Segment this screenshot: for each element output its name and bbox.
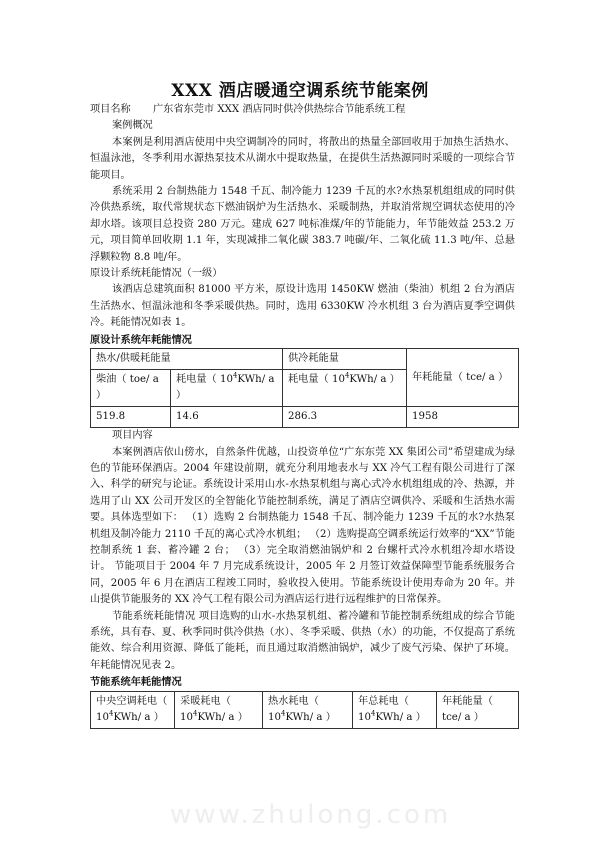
header-text: KWh/ a ） — [113, 711, 164, 723]
table-header-cell — [175, 691, 263, 728]
table-header-cell — [171, 370, 283, 407]
exponent: 4 — [192, 709, 198, 718]
table-header-cell — [91, 691, 175, 728]
header-text: 热水耗电（ 10 — [268, 695, 319, 723]
header-text: KWh/ a ） — [349, 374, 400, 386]
header-text: 采暖耗电（ 10 — [180, 695, 231, 723]
table-cell: 14.6 — [171, 407, 283, 428]
watermark: www.zhulong.com — [170, 800, 452, 830]
exponent: 4 — [280, 709, 286, 718]
project-name-label: 项目名称 — [90, 104, 131, 115]
table-header-cell: 热水/供暖耗能量 — [91, 349, 283, 370]
exponent: 4 — [370, 709, 376, 718]
table-row — [91, 691, 519, 728]
energy-saving-table — [90, 691, 519, 729]
exponent: 4 — [232, 371, 238, 380]
table-row — [91, 407, 519, 428]
table1-caption: 原设计系统年耗能情况 — [90, 333, 192, 346]
table-header-cell: 年耗能量（ tce/ a ） — [437, 691, 519, 728]
table-header-cell — [283, 370, 407, 407]
table2-caption: 节能系统年耗能情况 — [90, 676, 182, 689]
exponent: 4 — [108, 709, 114, 718]
header-text: 年总耗电（ 10 — [358, 695, 409, 723]
table-cell: 286.3 — [283, 407, 407, 428]
original-energy-table — [90, 348, 519, 428]
overview-heading: 案例概况 — [112, 120, 153, 132]
header-text: KWh/ a ） — [197, 711, 248, 723]
table-cell: 519.8 — [91, 407, 171, 428]
header-text: KWh/ a ） — [176, 374, 275, 402]
table-cell: 1958 — [407, 407, 519, 428]
overview-paragraph-1: 本案例是利用酒店使用中央空调制冷的同时，将散出的热量全部回收用于加热生活热水、恒温泳池，冬季利用水源热泵技术从湖水中提取热量，在提供生活热源同时采暖的一项综合节能项目。 — [90, 136, 515, 181]
header-text: KWh/ a ） — [285, 711, 336, 723]
project-name-value: 广东省东莞市 XXX 酒店同时供冷供热综合节能系统工程 — [153, 104, 406, 115]
table-row — [91, 349, 519, 370]
energy-system-paragraph: 节能系统耗能情况 项目选购的山水-水热泵机组、蓄冷罐和节能控制系统组成的综合节能系统，具有春、夏、秋季同时供冷供热（水）、冬季采暖、供热（水）的功能，不仅提高了系统能效、综合利用资源、降低了能耗，而且通过取消燃油锅炉，减少了废气污染、保护了环境。年耗能情况见表 2。 — [90, 610, 515, 671]
document-body — [90, 102, 515, 729]
table-header-cell: 柴油（ toe/ a ） — [91, 370, 171, 407]
header-text: 耗电量（ 10 — [176, 374, 233, 386]
table-header-cell: 年耗能量（ tce/ a ） — [407, 349, 519, 407]
project-name-line — [90, 102, 515, 118]
project-content-heading: 项目内容 — [112, 430, 153, 442]
table-header-cell — [353, 691, 437, 728]
original-design-heading: 原设计系统耗能情况（一级） — [90, 268, 223, 280]
header-text: KWh/ a ） — [375, 711, 426, 723]
table-header-cell: 供冷耗能量 — [283, 349, 407, 370]
overview-paragraph-2: 系统采用 2 台制热能力 1548 千瓦、制冷能力 1239 千瓦的水?水热泵机组组成的同时供冷供热系统，取代常规状态下燃油锅炉为生活热水、采暖制热，并取消常规空调状态使用的冷却水塔。该项目总投资 280 万元。建成 627 吨标准煤/年的节能能力，年节能效益 253.2 万元，项目简单回收期 1.1 年，实现减排二氧化碳 383.7 吨碳/年、二氧化硫 11.3 吨/年、总悬浮颗粒物 8.8 吨/年。 — [90, 186, 515, 263]
original-design-paragraph: 该酒店总建筑面积 81000 平方米，原设计选用 1450KW 燃油（柴油）机组 2 台为酒店生活热水、恒温泳池和冬季采暖供热。同时，选用 6330KW 冷水机组 3 台为酒店夏季空调供冷。耗能情况如表 1。 — [90, 284, 515, 329]
table-header-cell — [263, 691, 353, 728]
header-text: 中央空调耗电（ 10 — [96, 695, 168, 723]
header-text: 耗电量（ 10 — [288, 374, 345, 386]
exponent: 4 — [344, 371, 350, 380]
document-title: XXX 酒店暖通空调系统节能案例 — [171, 81, 429, 101]
project-content-paragraph: 本案例酒店依山傍水，自然条件优越，山投资单位“广东东莞 XX 集团公司”希望建成为绿色的节能环保酒店。2004 年建设前期，就充分利用地表水与 XX 冷气工程有限公司进行了深入、科学的研究与论证。系统设计采用山水-水热泵机组与离心式冷水机组组成的冷、热源，并选用了山 XX 公司开发区的全智能化节能控制系统，满足了酒店空调供冷、采暖和生活热水需要。具体选型如下： （1）选购 2 台制热能力 1548 千瓦、制冷能力 1239 千瓦的水?水热泵机组及制冷能力 2110 千瓦的离心式冷水机组； （2）选购提高空调系统运行效率的“XX”节能控制系统 1 套、蓄冷罐 2 台； （3）完全取消燃油锅炉和 2 台螺杆式冷水机组冷却水塔设计。 节能项目于 2004 年 7 月完成系统设计，2005 年 2 月签订效益保障型节能系统服务合同，2005 年 6 月在酒店工程竣工同时，验收投入使用。节能系统设计使用寿命为 20 年。并山提供节能服务的 XX 冷气工程有限公司为酒店运行进行远程维护的日常保养。 — [90, 446, 515, 606]
